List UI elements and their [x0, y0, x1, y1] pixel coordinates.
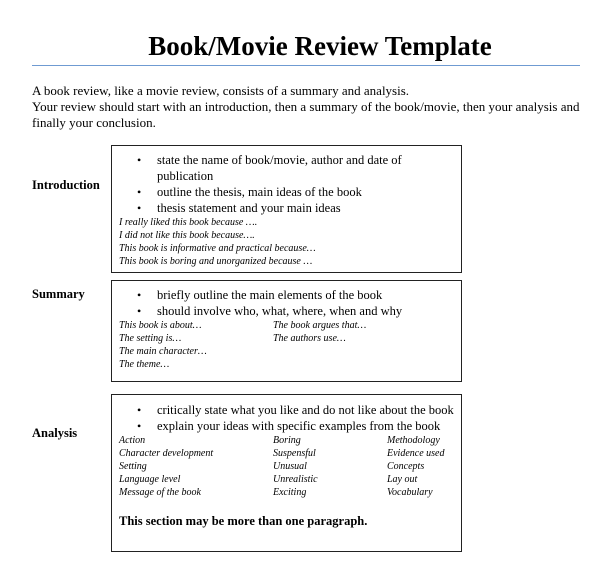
title-underline: [32, 65, 580, 66]
bullet-text: outline the thesis, main ideas of the book: [157, 185, 362, 199]
term-cell: Methodology: [387, 435, 440, 446]
term-cell: Boring: [273, 435, 301, 446]
analysis-terms: [112, 434, 461, 499]
term-cell: Suspensful: [273, 448, 316, 459]
term-cell: Exciting: [273, 487, 307, 498]
example-left: This book is about…: [119, 320, 202, 331]
term-cell: Setting: [119, 461, 147, 472]
introduction-box: [111, 145, 462, 273]
summary-box: [111, 280, 462, 382]
bullet-text: critically state what you like and do not like about the book: [157, 403, 454, 417]
list-item: [112, 184, 461, 200]
example-line: I really liked this book because ….: [119, 217, 258, 228]
term-row: [112, 486, 461, 499]
bullet-text: state the name of book/movie, author and date of publication: [157, 153, 402, 183]
intro-line-1: A book review, like a movie review, consists of a summary and analysis.: [32, 83, 410, 98]
example-line: I did not like this book because….: [119, 230, 255, 241]
bullet-text: briefly outline the main elements of the book: [157, 288, 383, 302]
term-cell: Language level: [119, 474, 181, 485]
term-cell: Character development: [119, 448, 214, 459]
term-row: [112, 447, 461, 460]
term-cell: Unrealistic: [273, 474, 318, 485]
term-cell: Lay out: [387, 474, 418, 485]
analysis-label: Analysis: [32, 426, 78, 440]
introduction-bullet-list: [112, 152, 461, 216]
term-cell: Concepts: [387, 461, 425, 472]
list-item: [112, 287, 461, 303]
document-title: Book/Movie Review Template: [148, 31, 492, 61]
example-left: The main character…: [119, 346, 207, 357]
term-cell: Message of the book: [119, 487, 201, 498]
term-cell: Vocabulary: [387, 487, 433, 498]
example-right: The authors use…: [273, 333, 346, 344]
term-row: [112, 473, 461, 486]
bullet-icon: •: [137, 304, 142, 318]
example-row: [112, 358, 461, 371]
bullet-icon: •: [137, 153, 142, 167]
bullet-text: thesis statement and your main ideas: [157, 201, 341, 215]
example-left: The setting is…: [119, 333, 182, 344]
introduction-examples: [112, 216, 461, 268]
analysis-bullet-list: [112, 402, 461, 434]
intro-paragraph: [32, 83, 580, 131]
list-item: [112, 402, 461, 418]
term-row: [112, 434, 461, 447]
summary-bullet-list: [112, 287, 461, 319]
intro-line-2: Your review should start with an introduction, then a summary of the book/movie, then your analysis and finally your conclusion.: [32, 99, 580, 130]
term-cell: Action: [119, 435, 146, 446]
bullet-icon: •: [137, 288, 142, 302]
summary-label: Summary: [32, 287, 85, 301]
bullet-icon: •: [137, 201, 142, 215]
bullet-text: explain your ideas with specific examples from the book: [157, 419, 441, 433]
example-row: [112, 319, 461, 332]
example-line: This book is informative and practical because…: [119, 243, 316, 254]
example-row: [112, 332, 461, 345]
example-line: This book is boring and unorganized because …: [119, 256, 313, 267]
list-item: [112, 152, 461, 184]
example-left: The theme…: [119, 359, 170, 370]
list-item: [112, 303, 461, 319]
list-item: [112, 200, 461, 216]
bullet-icon: •: [137, 185, 142, 199]
list-item: [112, 418, 461, 434]
term-row: [112, 460, 461, 473]
bullet-icon: •: [137, 403, 142, 417]
summary-examples: [112, 319, 461, 371]
bullet-icon: •: [137, 419, 142, 433]
term-cell: Evidence used: [387, 448, 445, 459]
analysis-note: This section may be more than one paragraph.: [119, 514, 368, 528]
introduction-label: Introduction: [32, 178, 100, 192]
bullet-text: should involve who, what, where, when and why: [157, 304, 403, 318]
example-right: The book argues that…: [273, 320, 367, 331]
example-row: [112, 345, 461, 358]
analysis-box: [111, 394, 462, 552]
term-cell: Unusual: [273, 461, 307, 472]
